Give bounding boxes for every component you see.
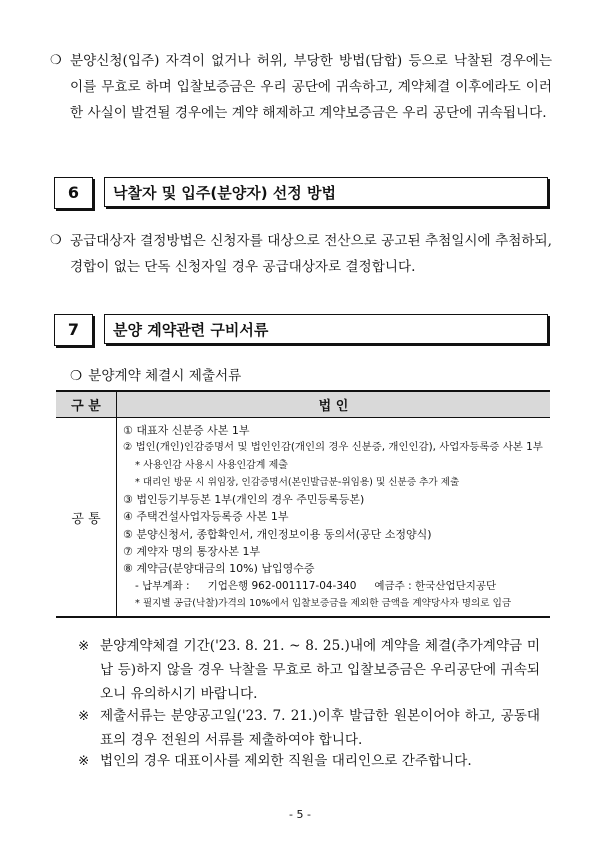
account-holder: 예금주 : 한국산업단지공단: [374, 579, 497, 592]
subheading-text: 분양계약 체결시 제출서류: [88, 368, 242, 384]
row-label: 공 통: [56, 418, 117, 618]
list-note: * 필지별 공급(낙찰)가격의 10%에서 입찰보증금을 제외한 금액을 계약당사자 명의로 입금: [135, 597, 512, 609]
list-item: ⑦ 계약자 명의 통장사본 1부: [123, 545, 261, 559]
section-title: 분양 계약관련 구비서류: [104, 314, 548, 344]
note-documents: [78, 704, 540, 752]
circle-bullet-icon: ❍: [50, 233, 62, 248]
section-7-header: [54, 314, 552, 346]
circle-bullet-icon: ❍: [70, 368, 83, 384]
circle-bullet-icon: ❍: [50, 53, 62, 68]
documents-table: [56, 390, 550, 618]
payment-account-line: [123, 578, 550, 595]
reference-mark-icon: ※: [78, 708, 90, 724]
section-number: 6: [54, 177, 93, 209]
header-category: 구 분: [56, 391, 117, 418]
note-agent: [78, 749, 540, 773]
intro-paragraph: [50, 48, 552, 126]
table-header-row: [56, 391, 550, 418]
list-item: ④ 주택건설사업자등록증 사본 1부: [123, 510, 289, 524]
bank-account: 기업은행 962-001117-04-340: [207, 579, 357, 592]
section-6-text: 공급대상자 결정방법은 신청자를 대상으로 전산으로 공고된 추첨일시에 추첨하되, 경합이 없는 단독 신청자일 경우 공급대상자로 결정합니다.: [70, 233, 552, 275]
note-contract-period: [78, 634, 540, 706]
section-6-paragraph: [50, 228, 552, 280]
section-number: 7: [54, 314, 93, 346]
payment-account-label: - 납부계좌 :: [135, 579, 190, 592]
list-item: ① 대표자 신분증 사본 1부: [123, 424, 250, 437]
intro-text: 분양신청(입주) 자격이 없거나 허위, 부당한 방법(담합) 등으로 낙찰된 경우에는 이를 무효로 하며 입찰보증금은 우리 공단에 귀속하고, 계약체결 이후에라도 이러한 사실이 발견될 경우에는 계약 해제하고 계약보증금은 우리 공단에 귀속됩니다.: [70, 53, 552, 121]
page-number: - 5 -: [289, 808, 311, 821]
list-item: ③ 법인등기부등본 1부(개인의 경우 주민등록등본): [123, 493, 365, 507]
table-row: [56, 418, 550, 618]
section-7-subheading: [70, 364, 241, 384]
reference-mark-icon: ※: [78, 753, 90, 769]
list-note: * 대리인 방문 시 위임장, 인감증명서(본인발급분-위임용) 및 신분증 추가 제출: [135, 476, 460, 488]
section-title: 낙찰자 및 입주(분양자) 선정 방법: [104, 177, 548, 207]
note-text: 제출서류는 분양공고일('23. 7. 21.)이후 발급한 원본이어야 하고, 공동대표의 경우 전원의 서류를 제출하여야 합니다.: [100, 708, 540, 748]
document-list: [117, 418, 551, 618]
note-text: 법인의 경우 대표이사를 제외한 직원을 대리인으로 간주합니다.: [100, 753, 472, 769]
note-text: 분양계약체결 기간('23. 8. 21. ~ 8. 25.)내에 계약을 체결(추가계약금 미납 등)하지 않을 경우 낙찰을 무효로 하고 입찰보증금은 우리공단에 귀속되오니 유의하시기 바랍니다.: [100, 638, 540, 702]
section-6-header: [54, 177, 552, 209]
list-item: ⑤ 분양신청서, 종합확인서, 개인정보이용 동의서(공단 소정양식): [123, 527, 432, 541]
list-note: * 사용인감 사용시 사용인감계 제출: [135, 459, 288, 471]
reference-mark-icon: ※: [78, 638, 90, 654]
list-item: ⑧ 계약금(분양대금의 10%) 납입영수증: [123, 562, 315, 576]
header-corporation: 법 인: [117, 391, 551, 418]
list-item: ② 법인(개인)인감증명서 및 법인인감(개인의 경우 신분증, 개인인감), 사업자등록증 사본 1부: [123, 441, 543, 454]
